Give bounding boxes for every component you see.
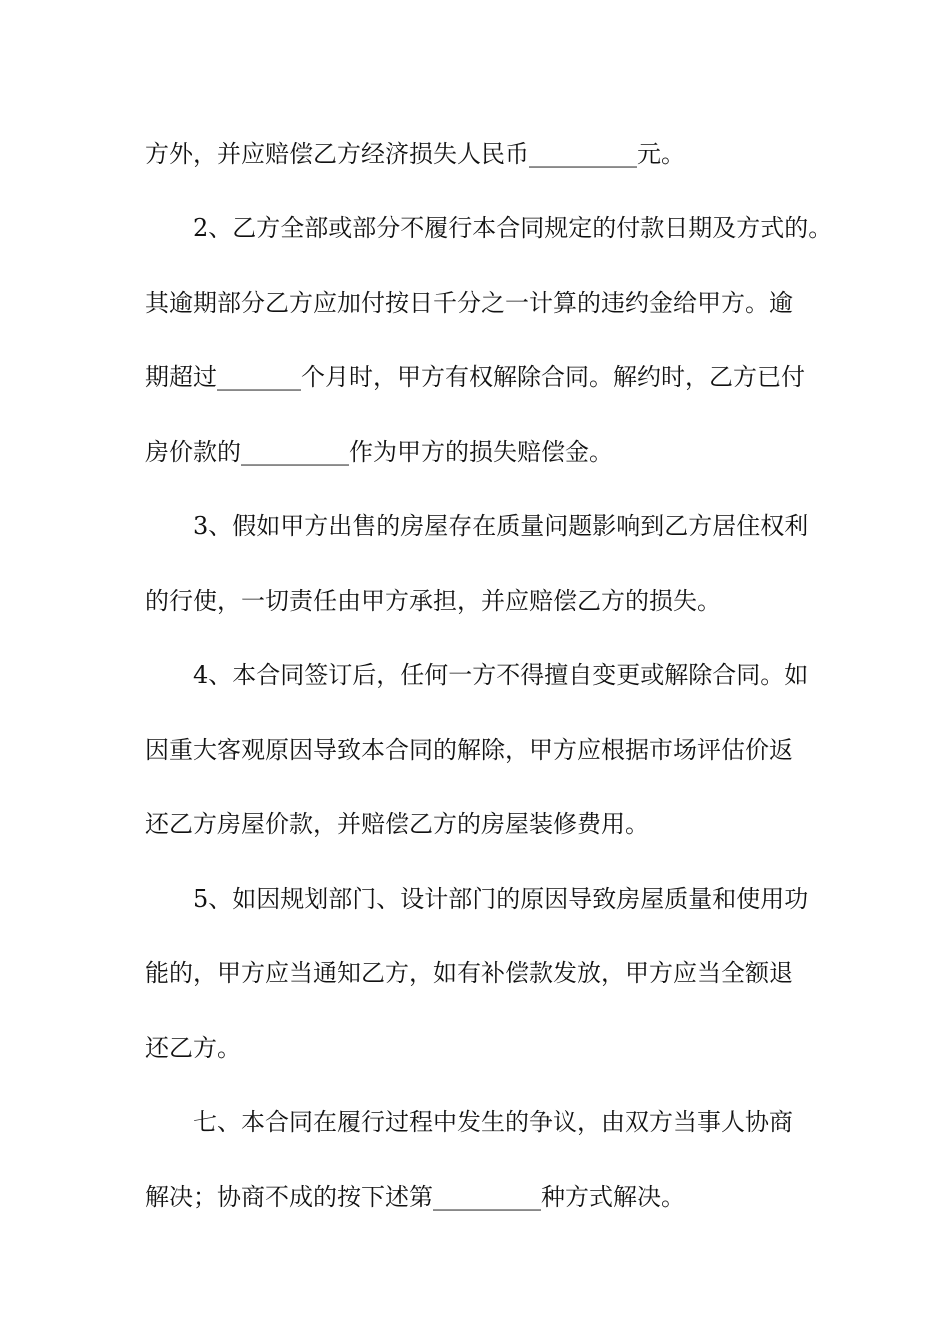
text-line-4: 期超过_______个月时，甲方有权解除合同。解约时，乙方已付 — [145, 363, 805, 391]
text-line-12: 能的，甲方应当通知乙方，如有补偿款发放，甲方应当全额退 — [145, 959, 793, 987]
text-line-11: 5、如因规划部门、设计部门的原因导致房屋质量和使用功 — [193, 885, 809, 913]
text-line-15: 解决；协商不成的按下述第_________种方式解决。 — [145, 1183, 685, 1211]
text-line-13: 还乙方。 — [145, 1034, 241, 1062]
text-line-2: 2、乙方全部或部分不履行本合同规定的付款日期及方式的。 — [193, 214, 833, 242]
text-line-14: 七、本合同在履行过程中发生的争议，由双方当事人协商 — [193, 1108, 793, 1136]
text-line-3: 其逾期部分乙方应加付按日千分之一计算的违约金给甲方。逾 — [145, 289, 793, 317]
text-line-8: 4、本合同签订后，任何一方不得擅自变更或解除合同。如 — [193, 661, 809, 689]
text-line-10: 还乙方房屋价款，并赔偿乙方的房屋装修费用。 — [145, 810, 649, 838]
text-line-9: 因重大客观原因导致本合同的解除，甲方应根据市场评估价返 — [145, 736, 793, 764]
text-line-6: 3、假如甲方出售的房屋存在质量问题影响到乙方居住权利 — [193, 512, 809, 540]
text-line-1: 方外，并应赔偿乙方经济损失人民币_________元。 — [145, 140, 685, 168]
text-line-5: 房价款的_________作为甲方的损失赔偿金。 — [145, 438, 613, 466]
text-line-7: 的行使，一切责任由甲方承担，并应赔偿乙方的损失。 — [145, 587, 721, 615]
